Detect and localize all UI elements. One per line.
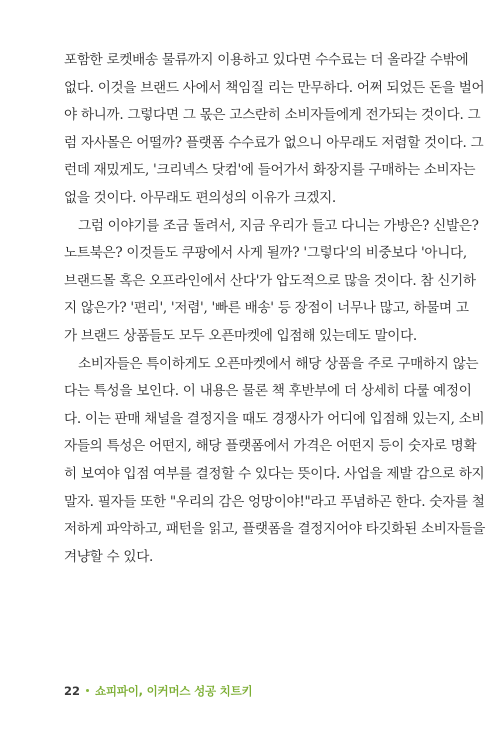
- body-text: [64, 47, 486, 571]
- text-line: 저하게 파악하고, 패턴을 읽고, 플랫폼을 결정지어야 타깃화된 소비자들을: [64, 521, 486, 538]
- text-line: 없다. 이것을 브랜드 사에서 책임질 리는 만무하다. 어쩌 되었든 돈을 벌어: [64, 79, 485, 96]
- text-line: 가 브랜드 상품들도 모두 오픈마켓에 입점해 있는데도 말이다.: [64, 327, 417, 344]
- text-line: 히 보여야 입점 여부를 결정할 수 있다는 뜻이다. 사업을 제발 감으로 하지: [64, 465, 485, 482]
- text-line: 야 하니까. 그렇다면 그 몫은 고스란히 소비자들에게 전가되는 것이다. 그: [64, 107, 481, 124]
- text-line: 럼 자사몰은 어떨까? 플랫폼 수수료가 없으니 아무래도 저렴할 것이다. 그: [64, 134, 484, 151]
- text-line: 다는 특성을 보인다. 이 내용은 물론 책 후반부에 더 상세히 다룰 예정이: [64, 383, 472, 400]
- text-line: 소비자들은 특이하게도 오픈마켓에서 해당 상품을 주로 구매하지 않는: [78, 355, 479, 372]
- running-title: 쇼피파이, 이커머스 성공 치트키: [95, 684, 253, 698]
- text-line: 없을 것이다. 아무래도 편의성의 이유가 크겠지.: [64, 189, 336, 206]
- paragraph: [64, 351, 486, 572]
- separator-dot-icon: [86, 689, 89, 692]
- text-line: 런데 재밌게도, '크리넥스 닷컴'에 들어가서 화장지를 구매하는 소비자는: [64, 162, 476, 179]
- page-number: 22: [64, 684, 81, 698]
- text-line: 브랜드몰 혹은 오프라인에서 산다'가 압도적으로 많을 것이다. 참 신기하: [64, 272, 476, 289]
- paragraph: [64, 213, 479, 351]
- text-line: 겨냥할 수 있다.: [64, 548, 154, 565]
- text-line: 지 않은가? '편리', '저렴', '빠른 배송' 등 장점이 너무나 많고, 하물며 고: [64, 300, 469, 317]
- text-line: 포함한 로켓배송 물류까지 이용하고 있다면 수수료는 더 올라갈 수밖에: [64, 52, 469, 68]
- text-line: 노트북은? 이것들도 쿠팡에서 사게 될까? '그렇다'의 비중보다 '아니다,: [64, 245, 467, 262]
- text-line: 다. 이는 판매 채널을 결정지을 때도 경쟁사가 어디에 입점해 있는지, 소비: [64, 410, 485, 427]
- page-footer: [64, 682, 252, 700]
- text-line: 그럼 이야기를 조금 돌려서, 지금 우리가 들고 다니는 가방은? 신발은?: [78, 217, 479, 234]
- paragraph: [64, 47, 485, 213]
- text-line: 자들의 특성은 어떤지, 해당 플랫폼에서 가격은 어떤지 등이 숫자로 명확: [64, 438, 477, 455]
- text-line: 말자. 필자들 또한 "우리의 감은 엉망이야!"라고 푸념하곤 한다. 숫자를 철: [64, 493, 485, 510]
